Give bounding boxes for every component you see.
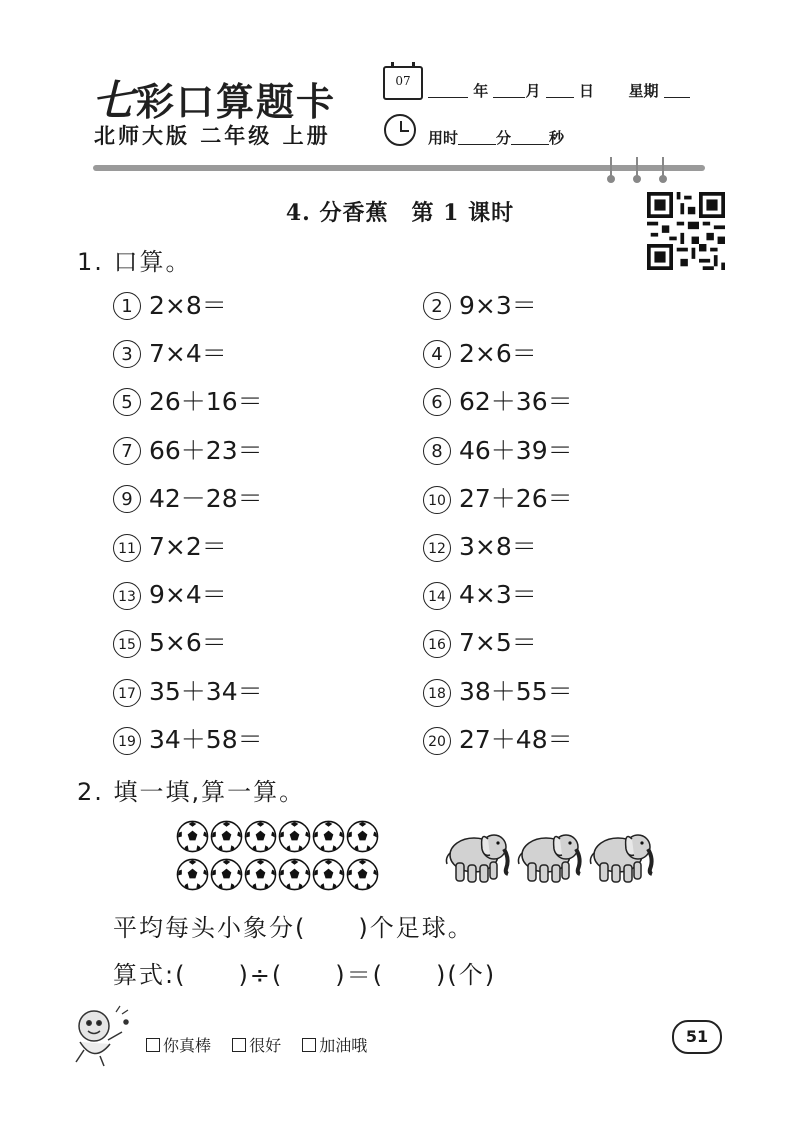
- problem-expression: 34＋58＝: [149, 724, 263, 754]
- section2-heading: 2. 填一填,算一算。: [77, 778, 306, 806]
- seconds-label: 秒: [549, 129, 565, 147]
- page-number: 51: [672, 1020, 722, 1054]
- problem-13: [113, 575, 227, 611]
- problem-12: [423, 527, 537, 563]
- problem-expression: 35＋34＝: [149, 676, 263, 706]
- problem-expression: 27＋48＝: [459, 724, 573, 754]
- problem-20: [423, 720, 573, 756]
- soccer-ball-icon: [244, 838, 278, 857]
- soccer-ball-icon: [210, 838, 244, 857]
- problem-number: 19: [113, 727, 141, 755]
- problem-11: [113, 527, 227, 563]
- minutes-blank[interactable]: [458, 130, 496, 145]
- checkbox-icon[interactable]: [232, 1038, 246, 1052]
- divider-hanger: [636, 157, 638, 179]
- problem-9: [113, 479, 263, 515]
- qr-code[interactable]: [647, 192, 725, 270]
- problem-number: 18: [423, 679, 451, 707]
- elephant-icon: [444, 872, 516, 891]
- soccer-ball-icon: [176, 876, 210, 895]
- rating-option-good[interactable]: [232, 1036, 281, 1055]
- problem-number: 16: [423, 630, 451, 658]
- brand-first-char: 七: [92, 76, 137, 125]
- problem-7: [113, 431, 263, 467]
- divider-hanger: [610, 157, 612, 179]
- problem-number: 8: [423, 437, 451, 465]
- problem-number: 12: [423, 534, 451, 562]
- problem-expression: 7×2＝: [149, 532, 227, 561]
- time-used-label: 用时: [428, 129, 459, 147]
- problem-18: [423, 672, 573, 708]
- time-fill-line: [428, 127, 564, 148]
- problem-number: 6: [423, 388, 451, 416]
- rating-label: 很好: [249, 1036, 282, 1055]
- problem-number: 14: [423, 582, 451, 610]
- problem-number: 3: [113, 340, 141, 368]
- problem-10: [423, 479, 573, 515]
- weekday-label: 星期: [628, 82, 659, 100]
- checkbox-icon[interactable]: [146, 1038, 160, 1052]
- mascot-icon: [70, 1002, 136, 1068]
- soccer-ball-icon: [346, 876, 380, 895]
- date-fill-line: [428, 80, 690, 101]
- problem-4: [423, 334, 537, 370]
- problem-17: [113, 672, 263, 708]
- soccer-ball-icon: [244, 876, 278, 895]
- rating-label: 加油哦: [319, 1036, 368, 1055]
- problem-expression: 3×8＝: [459, 532, 537, 561]
- day-label: 日: [578, 82, 594, 100]
- soccer-ball-icon: [346, 838, 380, 857]
- problem-14: [423, 575, 537, 611]
- rating-option-keep-going[interactable]: [302, 1036, 367, 1055]
- problem-number: 20: [423, 727, 451, 755]
- minutes-label: 分: [496, 129, 512, 147]
- weekday-blank[interactable]: [664, 83, 690, 98]
- problem-16: [423, 623, 537, 659]
- problem-1: [113, 286, 227, 322]
- problem-expression: 46＋39＝: [459, 435, 573, 465]
- problem-expression: 4×3＝: [459, 580, 537, 610]
- problem-expression: 9×4＝: [149, 580, 227, 610]
- self-rating-row: [146, 1033, 383, 1056]
- problem-3: [113, 334, 227, 370]
- elephant-icon: [588, 872, 660, 891]
- problem-number: 11: [113, 534, 141, 562]
- problem-5: [113, 382, 263, 418]
- seconds-blank[interactable]: [511, 130, 549, 145]
- header-divider: [93, 165, 705, 171]
- month-label: 月: [525, 82, 541, 100]
- divider-hanger: [662, 157, 664, 179]
- problem-expression: 27＋26＝: [459, 483, 573, 513]
- edition-label: 北师大版 二年级 上册: [94, 124, 331, 148]
- checkbox-icon[interactable]: [302, 1038, 316, 1052]
- problem-15: [113, 623, 227, 659]
- problem-expression: 26＋16＝: [149, 387, 263, 417]
- rating-option-great[interactable]: [146, 1036, 211, 1055]
- problem-2: [423, 286, 537, 322]
- lesson-title: 4. 分香蕉 第 1 课时: [285, 200, 515, 226]
- problem-number: 2: [423, 292, 451, 320]
- soccer-ball-icon: [210, 876, 244, 895]
- clock-icon: [384, 114, 416, 146]
- day-blank[interactable]: [546, 83, 574, 98]
- problem-expression: 42－28＝: [149, 483, 263, 513]
- problem-number: 10: [423, 486, 451, 514]
- problem-expression: 2×8＝: [149, 291, 227, 320]
- problem-number: 9: [113, 485, 141, 513]
- soccer-ball-group: [176, 820, 386, 896]
- soccer-ball-icon: [312, 838, 346, 857]
- elephant-icon: [516, 872, 588, 891]
- problem-number: 1: [113, 292, 141, 320]
- rating-label: 你真棒: [163, 1036, 212, 1055]
- problem-expression: 62＋36＝: [459, 387, 573, 417]
- problem-expression: 7×5＝: [459, 628, 537, 658]
- soccer-ball-icon: [176, 838, 210, 857]
- problem-expression: 9×3＝: [459, 291, 537, 320]
- elephant-group: [444, 825, 660, 891]
- book-brand: [92, 68, 336, 128]
- problem-number: 13: [113, 582, 141, 610]
- problem-expression: 2×6＝: [459, 339, 537, 369]
- problem-number: 7: [113, 437, 141, 465]
- problem-number: 17: [113, 679, 141, 707]
- formula-text: 算式:( )÷( )＝( )(个): [113, 961, 497, 989]
- problem-19: [113, 720, 263, 756]
- problem-8: [423, 431, 573, 467]
- soccer-ball-icon: [278, 838, 312, 857]
- problem-expression: 7×4＝: [149, 339, 227, 369]
- problem-6: [423, 382, 573, 418]
- problem-expression: 38＋55＝: [459, 676, 573, 706]
- problem-number: 5: [113, 388, 141, 416]
- month-blank[interactable]: [493, 83, 525, 98]
- year-label: 年: [473, 82, 489, 100]
- question-text: 平均每头小象分( )个足球。: [113, 914, 474, 942]
- problem-number: 4: [423, 340, 451, 368]
- section1-heading: 1. 口算。: [77, 248, 192, 276]
- year-blank[interactable]: [428, 83, 468, 98]
- calendar-day: 07: [395, 74, 411, 88]
- soccer-ball-icon: [278, 876, 312, 895]
- problem-number: 15: [113, 630, 141, 658]
- soccer-ball-icon: [312, 876, 346, 895]
- brand-rest: 彩口算题卡: [136, 79, 337, 124]
- problem-expression: 5×6＝: [149, 628, 227, 658]
- problem-expression: 66＋23＝: [149, 435, 263, 465]
- calendar-icon: [383, 66, 423, 100]
